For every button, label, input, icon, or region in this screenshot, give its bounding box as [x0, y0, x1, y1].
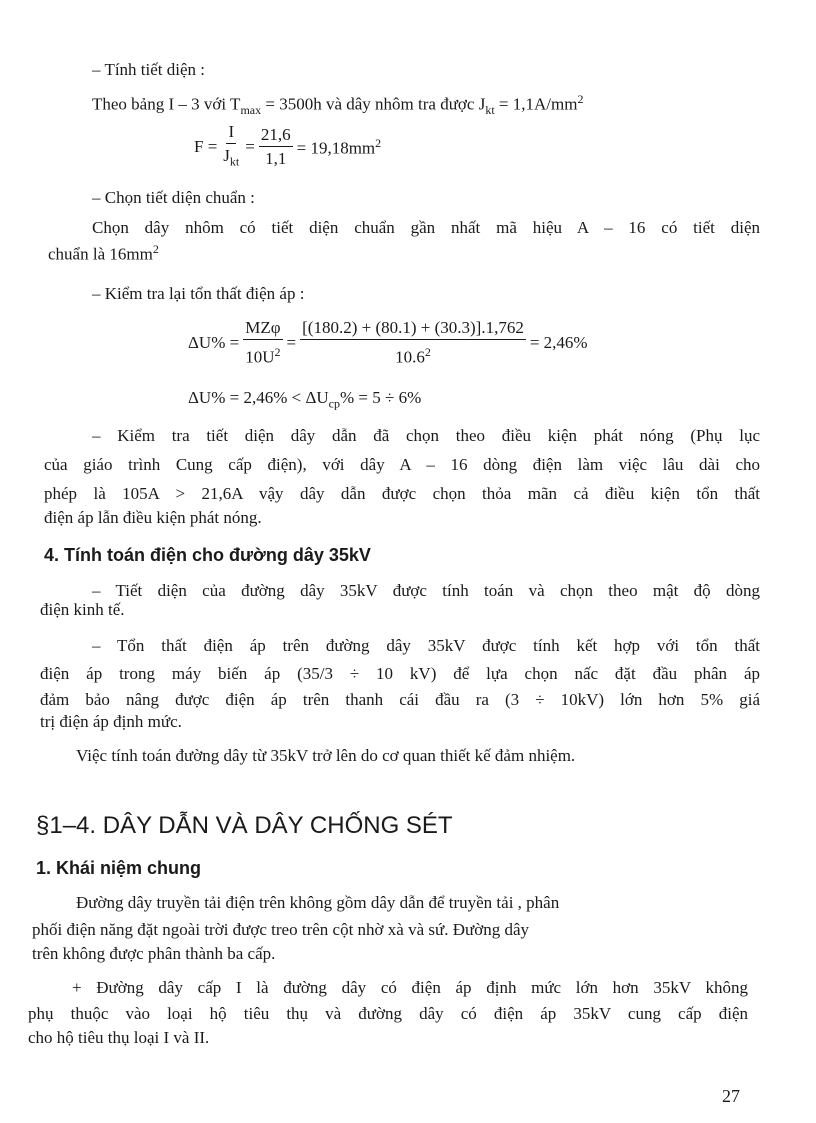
equation-voltage-compare: $\Delta U\% = 2,46\% < \Delta U_{cp}\% = 5 \div 6\%$	[188, 388, 422, 411]
text-line: phối điện năng đặt ngoài trời được treo trên cột nhờ xà và sứ. Đường dây	[32, 920, 529, 939]
fraction: $\frac{[(180.2) + (80.1) + (30.3)].1,762}{10.6^2}$	[302, 318, 524, 367]
text-line: – Tiết diện của đường dây 35kV được tính toán và chọn theo mật độ dòng	[92, 581, 760, 600]
text-line: – Kiểm tra lại tổn thất điện áp :	[92, 284, 305, 303]
text-line: trên không được phân thành ba cấp.	[32, 944, 276, 963]
text-line: đảm bảo nâng được điện áp trên thanh cái đầu ra (3 ÷ 10kV) lớn hơn 5% giá	[40, 690, 760, 709]
text-line: – Tổn thất điện áp trên đường dây 35kV được tính kết hợp với tổn thất	[92, 636, 760, 655]
equation-cross-section: F = $\frac{I}{J_{kt}}$ = $\frac{21,6}{1,1}$ = $19,18mm^2$	[194, 122, 381, 172]
text-line: điện áp lẫn điều kiện phát nóng.	[44, 508, 262, 527]
text-line: điện áp trong máy biến áp (35/3 ÷ 10 kV) để lựa chọn nấc đặt đầu phân áp	[40, 664, 760, 683]
text-line: chuẩn là $16mm^2$	[48, 242, 159, 264]
text-line: – Tính tiết diện :	[92, 60, 206, 79]
subheading: 1. Khái niệm chung	[36, 858, 202, 878]
text-line: Việc tính toán đường dây từ 35kV trở lên do cơ quan thiết kế đảm nhiệm.	[76, 746, 576, 765]
text-line: – Kiểm tra tiết diện dây dẫn đã chọn theo điều kiện phát nóng (Phụ lục	[92, 426, 760, 445]
text-line: Theo bảng I – 3 với $T_{max} = 3500h$ và dây nhôm tra được $J_{kt} = 1,1A/mm^2$	[92, 92, 584, 118]
fraction: $\frac{I}{J_{kt}}$	[223, 122, 240, 169]
equation-voltage-loss: ΔU% = $\frac{\text{MZφ}}{10U^2}$ = $\frac{[(180.2) + (80.1) + (30.3)].1,762}{10.6^2}$ = 2,46%	[188, 318, 588, 367]
page-number: 27	[722, 1086, 740, 1106]
text-line: của giáo trình Cung cấp điện), với dây A – 16 dòng điện làm việc lâu dài cho	[44, 455, 760, 474]
text-line: phụ thuộc vào loại hộ tiêu thụ và đường dây có điện áp 35kV cung cấp điện	[28, 1004, 748, 1023]
text-line: trị điện áp định mức.	[40, 712, 182, 731]
fraction: $\frac{\text{MZφ}}{10U^2}$	[245, 318, 281, 367]
fraction: $\frac{21,6}{1,1}$	[260, 124, 291, 168]
text-line: cho hộ tiêu thụ loại I và II.	[28, 1028, 210, 1047]
section-title: §1–4. DÂY DẪN VÀ DÂY CHỐNG SÉT	[36, 812, 453, 839]
text-line: Đường dây truyền tải điện trên không gồm dây dẫn để truyền tải , phân	[76, 893, 560, 912]
text-line: – Chọn tiết diện chuẩn :	[92, 188, 255, 207]
text-line: phép là 105A > 21,6A vậy dây dẫn được chọn thỏa mãn cả điều kiện tổn thất	[44, 484, 760, 503]
subheading: 4. Tính toán điện cho đường dây 35kV	[44, 545, 371, 565]
text-line: + Đường dây cấp I là đường dây có điện áp định mức lớn hơn 35kV không	[72, 978, 748, 997]
text-line: Chọn dây nhôm có tiết diện chuẩn gần nhất mã hiệu A – 16 có tiết diện	[92, 218, 760, 237]
text-line: điện kinh tế.	[40, 600, 125, 619]
